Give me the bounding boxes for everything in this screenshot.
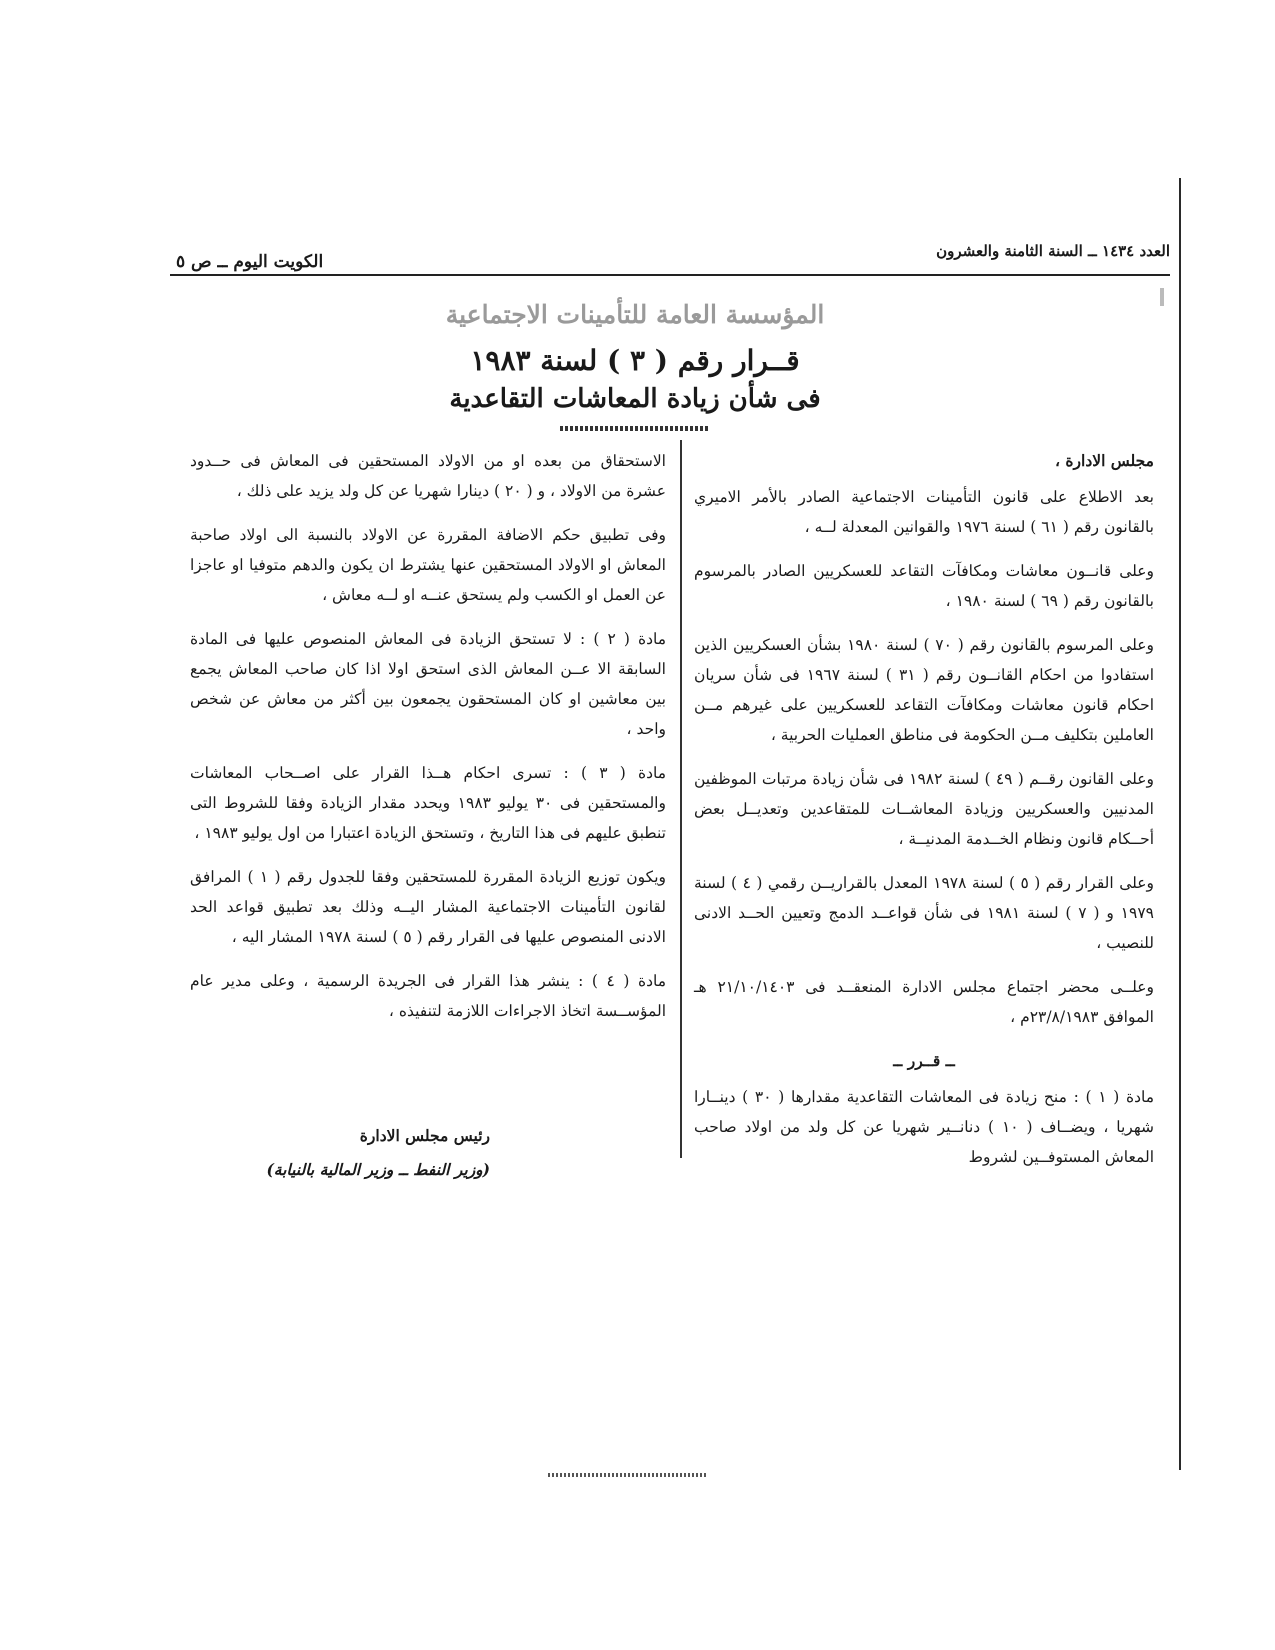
signatory-title: رئيس مجلس الادارة bbox=[359, 1126, 490, 1145]
scan-edge-mark bbox=[1160, 288, 1164, 306]
article-paragraph: ويكون توزيع الزيادة المقررة للمستحقين وفقا للجدول رقم ( ١ ) المرافق لقانون التأمينات الاجتماعية المشار اليــه وذلك بعد تطبيق قواعد الحد الادنى المنصوص عليها فى القرار رقم ( ٥ ) لسنة ١٩٧٨ المشار اليه ، bbox=[190, 868, 666, 946]
issuing-authority: المؤسسة العامة للتأمينات الاجتماعية bbox=[445, 300, 825, 329]
scan-bottom-mark bbox=[548, 1473, 708, 1477]
decree-subject: فى شأن زيادة المعاشات التقاعدية bbox=[449, 384, 821, 414]
column-divider bbox=[680, 440, 682, 1158]
article-paragraph: وفى تطبيق حكم الاضافة المقررة عن الاولاد بالنسبة الى اولاد صاحبة المعاش او الاولاد المستحقين عنها يشترط ان يكون والدهم متوفيا او عاجزا عن العمل او الكسب ولم يستحق عنــه او لــه معاش ، bbox=[190, 526, 666, 604]
preamble-paragraph: وعلى المرسوم بالقانون رقم ( ٧٠ ) لسنة ١٩٨٠ بشأن العسكريين الذين استفادوا من احكام القانــون رقم ( ٣١ ) لسنة ١٩٦٧ فى شأن سريان احكام قانون معاشات ومكافآت التقاعد للعسكريين على غيرهم مــن العاملين بتكليف مــن الحكومة فى مناطق العمليات الحربية ، bbox=[694, 636, 1155, 744]
scan-edge-line bbox=[1179, 178, 1181, 1470]
article-paragraph: مادة ( ١ ) : منح زيادة فى المعاشات التقاعدية مقدارها ( ٣٠ ) دينــارا شهريا ، ويضــاف ( ١٠ ) دنانــير شهريا عن كل ولد من اولاد صاحب المعاش المستوفــين لشروط bbox=[694, 1088, 1154, 1166]
decides-heading: ــ قــرر ــ bbox=[893, 1051, 955, 1070]
page-header bbox=[170, 238, 1170, 276]
right-column bbox=[694, 446, 1154, 1186]
decree-title: قــرار رقم ( ٣ ) لسنة ١٩٨٣ bbox=[470, 344, 800, 377]
signatory-name: (وزير النفط ــ وزير المالية بالنيابة) bbox=[266, 1160, 490, 1179]
article-paragraph: مادة ( ٤ ) : ينشر هذا القرار فى الجريدة الرسمية ، وعلى مدير عام المؤســسة اتخاذ الاجراءات اللازمة لتنفيذه ، bbox=[190, 972, 667, 1020]
left-column bbox=[190, 446, 666, 1040]
preamble-lead: مجلس الادارة ، bbox=[1055, 451, 1154, 470]
preamble-paragraph: وعلى القانون رقــم ( ٤٩ ) لسنة ١٩٨٢ فى شأن زيادة مرتبات الموظفين المدنيين والعسكريين وزيادة المعاشــات للمتقاعدين وتعديــل بعض أحــكام قانون ونظام الخــدمة المدنيــة ، bbox=[694, 770, 1154, 848]
article-paragraph: مادة ( ٢ ) : لا تستحق الزيادة فى المعاش المنصوص عليها فى المادة السابقة الا عــن المعاش الذى استحق اولا اذا كان صاحب المعاش يجمع بين معاشين او كان المستحقون يجمعون بين أكثر من معاش عن شخص واحد ، bbox=[190, 630, 666, 738]
issue-number: العدد ١٤٣٤ ــ السنة الثامنة والعشرون bbox=[936, 242, 1170, 260]
title-divider bbox=[560, 426, 710, 431]
article-paragraph: الاستحقاق من بعده او من الاولاد المستحقين فى المعاش فى حــدود عشرة من الاولاد ، و ( ٢٠ ) دينارا شهريا عن كل ولد يزيد على ذلك ، bbox=[190, 452, 666, 500]
preamble-paragraph: وعلى قانــون معاشات ومكافآت التقاعد للعسكريين الصادر بالمرسوم بالقانون رقم ( ٦٩ ) لسنة ١٩٨٠ ، bbox=[694, 562, 1154, 610]
gazette-name-page: الكويت اليوم ــ ص ٥ bbox=[176, 252, 324, 272]
preamble-paragraph: وعلى القرار رقم ( ٥ ) لسنة ١٩٧٨ المعدل بالقراريــن رقمي ( ٤ ) لسنة ١٩٧٩ و ( ٧ ) لسنة ١٩٨١ فى شأن قواعــد الدمج وتعيين الحــد الادنى للنصيب ، bbox=[694, 874, 1154, 952]
article-paragraph: مادة ( ٣ ) : تسرى احكام هــذا القرار على اصــحاب المعاشات والمستحقين فى ٣٠ يوليو ١٩٨٣ ويحدد مقدار الزيادة وفقا للشروط التى تنطبق عليهم فى هذا التاريخ ، وتستحق الزيادة اعتبارا من اول يوليو ١٩٨٣ ، bbox=[190, 764, 666, 842]
preamble-paragraph: بعد الاطلاع على قانون التأمينات الاجتماعية الصادر بالأمر الاميري بالقانون رقم ( ٦١ ) لسنة ١٩٧٦ والقوانين المعدلة لــه ، bbox=[694, 488, 1154, 536]
preamble-paragraph: وعلــى محضر اجتماع مجلس الادارة المنعقــد فى ٢١/١٠/١٤٠٣ هـ الموافق ٢٣/٨/١٩٨٣م ، bbox=[694, 978, 1154, 1026]
